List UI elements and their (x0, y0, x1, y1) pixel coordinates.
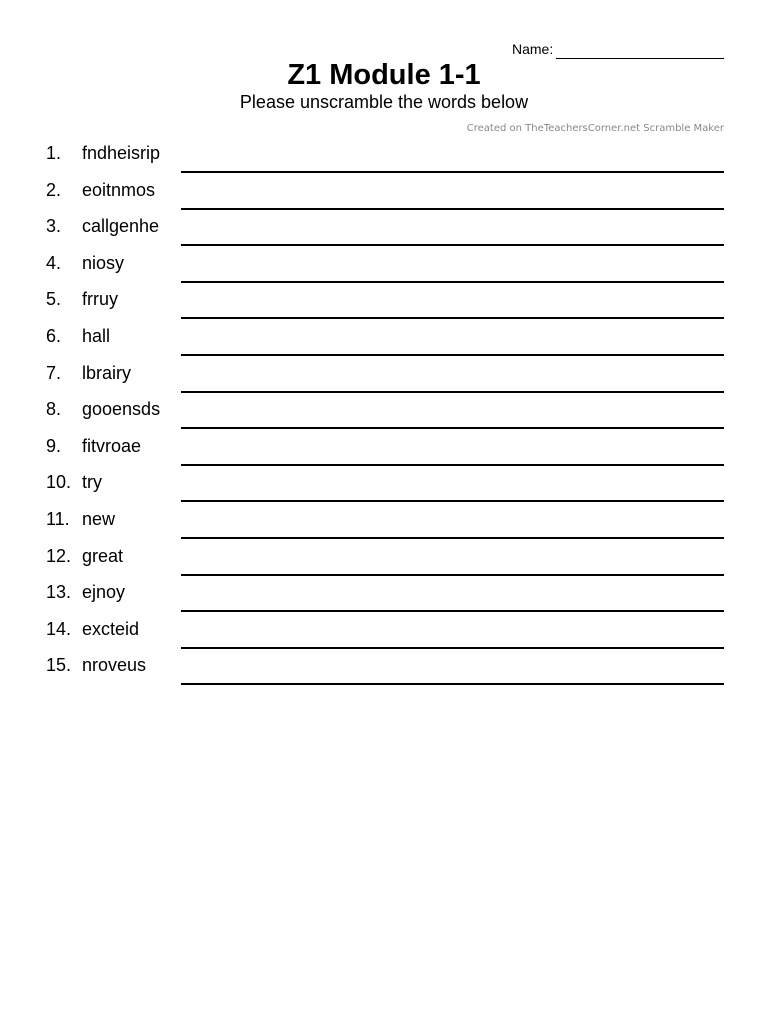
answer-line[interactable] (181, 354, 724, 356)
word-item (0, 467, 768, 504)
word-item (0, 394, 768, 431)
word-item (0, 321, 768, 358)
word-number: 2. (46, 179, 62, 200)
answer-line[interactable] (181, 208, 724, 210)
scrambled-word: hall (82, 325, 111, 346)
word-item (0, 541, 768, 578)
answer-line[interactable] (181, 427, 724, 429)
scrambled-word: try (82, 472, 102, 493)
word-number: 15. (46, 655, 72, 676)
answer-line[interactable] (181, 574, 724, 576)
word-item (0, 248, 768, 285)
answer-line[interactable] (181, 647, 724, 649)
worksheet-title: Z1 Module 1-1 (287, 59, 481, 91)
answer-line[interactable] (181, 171, 724, 173)
word-number: 3. (46, 216, 62, 237)
scrambled-word: ejnoy (82, 582, 126, 603)
word-number: 14. (46, 618, 72, 639)
word-number: 9. (46, 435, 62, 456)
name-label: Name: (512, 41, 554, 57)
word-number: 7. (46, 362, 62, 383)
answer-line[interactable] (181, 317, 724, 319)
word-number: 4. (46, 252, 62, 273)
word-item (0, 211, 768, 248)
word-number: 13. (46, 582, 72, 603)
word-item (0, 284, 768, 321)
answer-line[interactable] (181, 683, 724, 685)
scrambled-word: fndheisrip (82, 143, 161, 163)
word-number: 12. (46, 545, 72, 566)
scrambled-word: excteid (82, 618, 140, 639)
word-item (0, 175, 768, 212)
word-item (0, 358, 768, 395)
scrambled-word: niosy (82, 252, 125, 273)
credit-text: Created on TheTeachersCorner.net Scramble Maker (466, 123, 724, 134)
scrambled-word-list (0, 138, 768, 687)
scrambled-word: lbrairy (82, 362, 132, 383)
word-item (0, 504, 768, 541)
scrambled-word: gooensds (82, 399, 161, 420)
answer-line[interactable] (181, 500, 724, 502)
scrambled-word: callgenhe (82, 216, 160, 237)
word-number: 6. (46, 325, 62, 346)
word-item (0, 577, 768, 614)
answer-line[interactable] (181, 610, 724, 612)
word-item (0, 138, 768, 175)
word-item (0, 431, 768, 468)
answer-line[interactable] (181, 464, 724, 466)
word-number: 1. (46, 143, 62, 163)
scrambled-word: frruy (82, 289, 118, 310)
scrambled-word: great (82, 545, 124, 566)
answer-line[interactable] (181, 391, 724, 393)
word-number: 10. (46, 472, 72, 493)
scrambled-word: nroveus (82, 655, 147, 676)
word-number: 5. (46, 289, 62, 310)
word-number: 11. (46, 508, 70, 529)
scrambled-word: eoitnmos (82, 179, 156, 200)
word-item (0, 650, 768, 687)
worksheet-instructions: Please unscramble the words below (239, 92, 529, 112)
word-number: 8. (46, 399, 62, 420)
word-item (0, 614, 768, 651)
answer-line[interactable] (181, 244, 724, 246)
name-field[interactable] (512, 40, 724, 60)
scrambled-word: fitvroae (82, 435, 142, 456)
answer-line[interactable] (181, 537, 724, 539)
answer-line[interactable] (181, 281, 724, 283)
scrambled-word: new (82, 508, 116, 529)
